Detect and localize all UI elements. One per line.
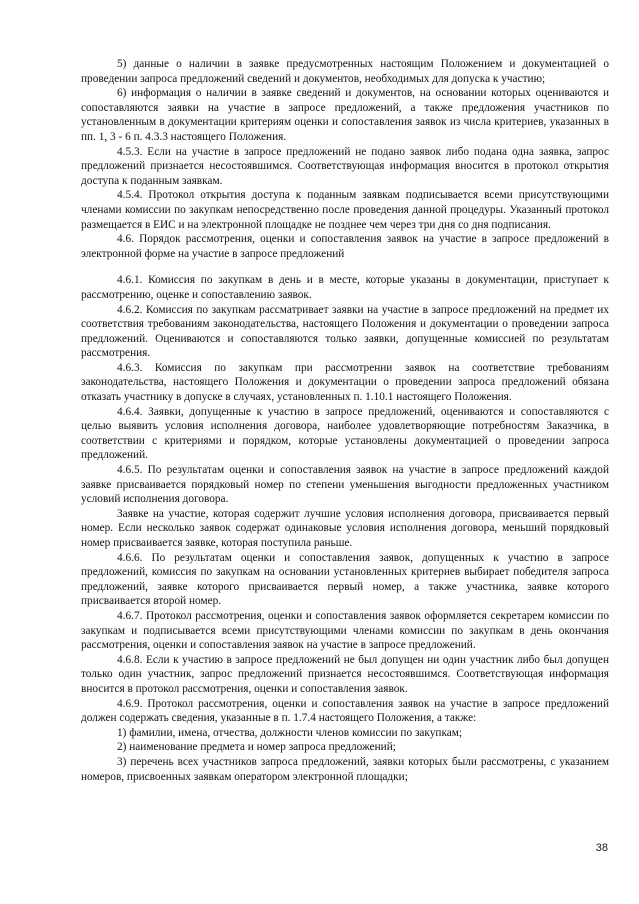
paragraph-4-6-5: 4.6.5. По результатам оценки и сопоставления заявок на участие в запросе предложений каждой заявке присваивается порядковый номер по степени уменьшения выгодности предложенных участником условий исполнения договора. bbox=[81, 464, 609, 506]
paragraph-4-6-4: 4.6.4. Заявки, допущенные к участию в запросе предложений, оцениваются и сопоставляются с целью выявить условия исполнения договора, наиболее удовлетворяющие потребностям Заказчика, в соответствии с критериями и порядком, которые установлены документацией о проведении запроса предложений. bbox=[81, 405, 609, 462]
section-heading-4-6: 4.6. Порядок рассмотрения, оценки и сопоставления заявок на участие в запросе предложений в электронной форме на участие в запросе предложений bbox=[81, 233, 609, 260]
paragraph-4-6-9: 4.6.9. Протокол рассмотрения, оценки и сопоставления заявок на участие в запросе предложений должен содержать сведения, указанные в п. 1.7.4 настоящего Положения, а также: bbox=[81, 697, 609, 725]
paragraph-4-5-3: 4.5.3. Если на участие в запросе предложений не подано заявок либо подана одна заявка, запрос предложений признается несостоявшимся. Соответствующая информация вносится в протокол открытия доступа к поданным заявкам. bbox=[81, 145, 609, 187]
list-item-3: 3) перечень всех участников запроса предложений, заявки которых были рассмотрены, с указанием номеров, присвоенных заявкам оператором электронной площадки; bbox=[81, 755, 609, 783]
list-item-1: 1) фамилии, имена, отчества, должности членов комиссии по закупкам; bbox=[117, 726, 463, 739]
page-number: 38 bbox=[595, 842, 608, 854]
list-item-2: 2) наименование предмета и номер запроса предложений; bbox=[117, 741, 396, 754]
paragraph-4-6-7: 4.6.7. Протокол рассмотрения, оценки и сопоставления заявок оформляется секретарем комиссии по закупкам и подписывается всеми присутствующими членами комиссии по закупкам в день окончания рассмотрения, оценки и сопоставления заявок на участие в запросе предложений. bbox=[81, 609, 609, 652]
paragraph-4-6-8: 4.6.8. Если к участию в запросе предложений не был допущен ни один участник либо был допущен только один участник, запрос предложений признается несостоявшимся. Соответствующая информация вносится в протокол рассмотрения, оценки и сопоставления заявок. bbox=[81, 653, 609, 695]
paragraph-item-6: 6) информация о наличии в заявке сведений и документов, на основании которых оцениваются и сопоставляются заявки на участие в запросе предложений, а также предложения участников по установленным в документации критериям оценки и сопоставления заявок из числа критериев, указанных в пп. 1, 3 - 6 п. 4.3.3 настоящего Положения. bbox=[81, 87, 609, 143]
paragraph-item-5: 5) данные о наличии в заявке предусмотренных настоящим Положением и документацией о проведении запроса предложений сведений и документов, необходимых для допуска к участию; bbox=[81, 58, 609, 85]
paragraph-4-6-3: 4.6.3. Комиссия по закупкам при рассмотрении заявок на соответствие требованиям законодательства, настоящего Положения и документации о проведении запроса предложений обязана отказать участнику в допуске в случаях, установленных п. 1.10.1 настоящего Положения. bbox=[81, 361, 609, 404]
paragraph-4-6-6: 4.6.6. По результатам оценки и сопоставления заявок, допущенных к участию в запросе предложений, комиссия по закупкам на основании установленных критериев выбирает победителя запроса предложений, заявке которого присваивается первый номер, а также участника, заявке которого присваивается второй номер. bbox=[81, 551, 609, 608]
paragraph-first-number: Заявке на участие, которая содержит лучшие условия исполнения договора, присваивается первый номер. Если несколько заявок содержат одинаковые условия исполнения договора, меньший порядковый номер присваивается заявке, которая поступила раньше. bbox=[81, 507, 609, 549]
document-body bbox=[81, 57, 609, 784]
paragraph-4-6-1: 4.6.1. Комиссия по закупкам в день и в месте, которые указаны в документации, приступает к рассмотрению, оценке и сопоставлению заявок. bbox=[81, 274, 609, 301]
paragraph-4-5-4: 4.5.4. Протокол открытия доступа к поданным заявкам подписывается всеми присутствующими членами комиссии по закупкам непосредственно после проведения данной процедуры. Указанный протокол размещается в ЕИС и на электронной площадке не позднее чем через три дня со дня подписания. bbox=[81, 189, 609, 231]
paragraph-4-6-2: 4.6.2. Комиссия по закупкам рассматривает заявки на участие в запросе предложений на предмет их соответствия требованиям законодательства, настоящего Положения и документации о проведении запроса предложений. Оцениваются и сопоставляются только заявки, допущенные комиссией по результатам рассмотрения. bbox=[81, 303, 609, 360]
